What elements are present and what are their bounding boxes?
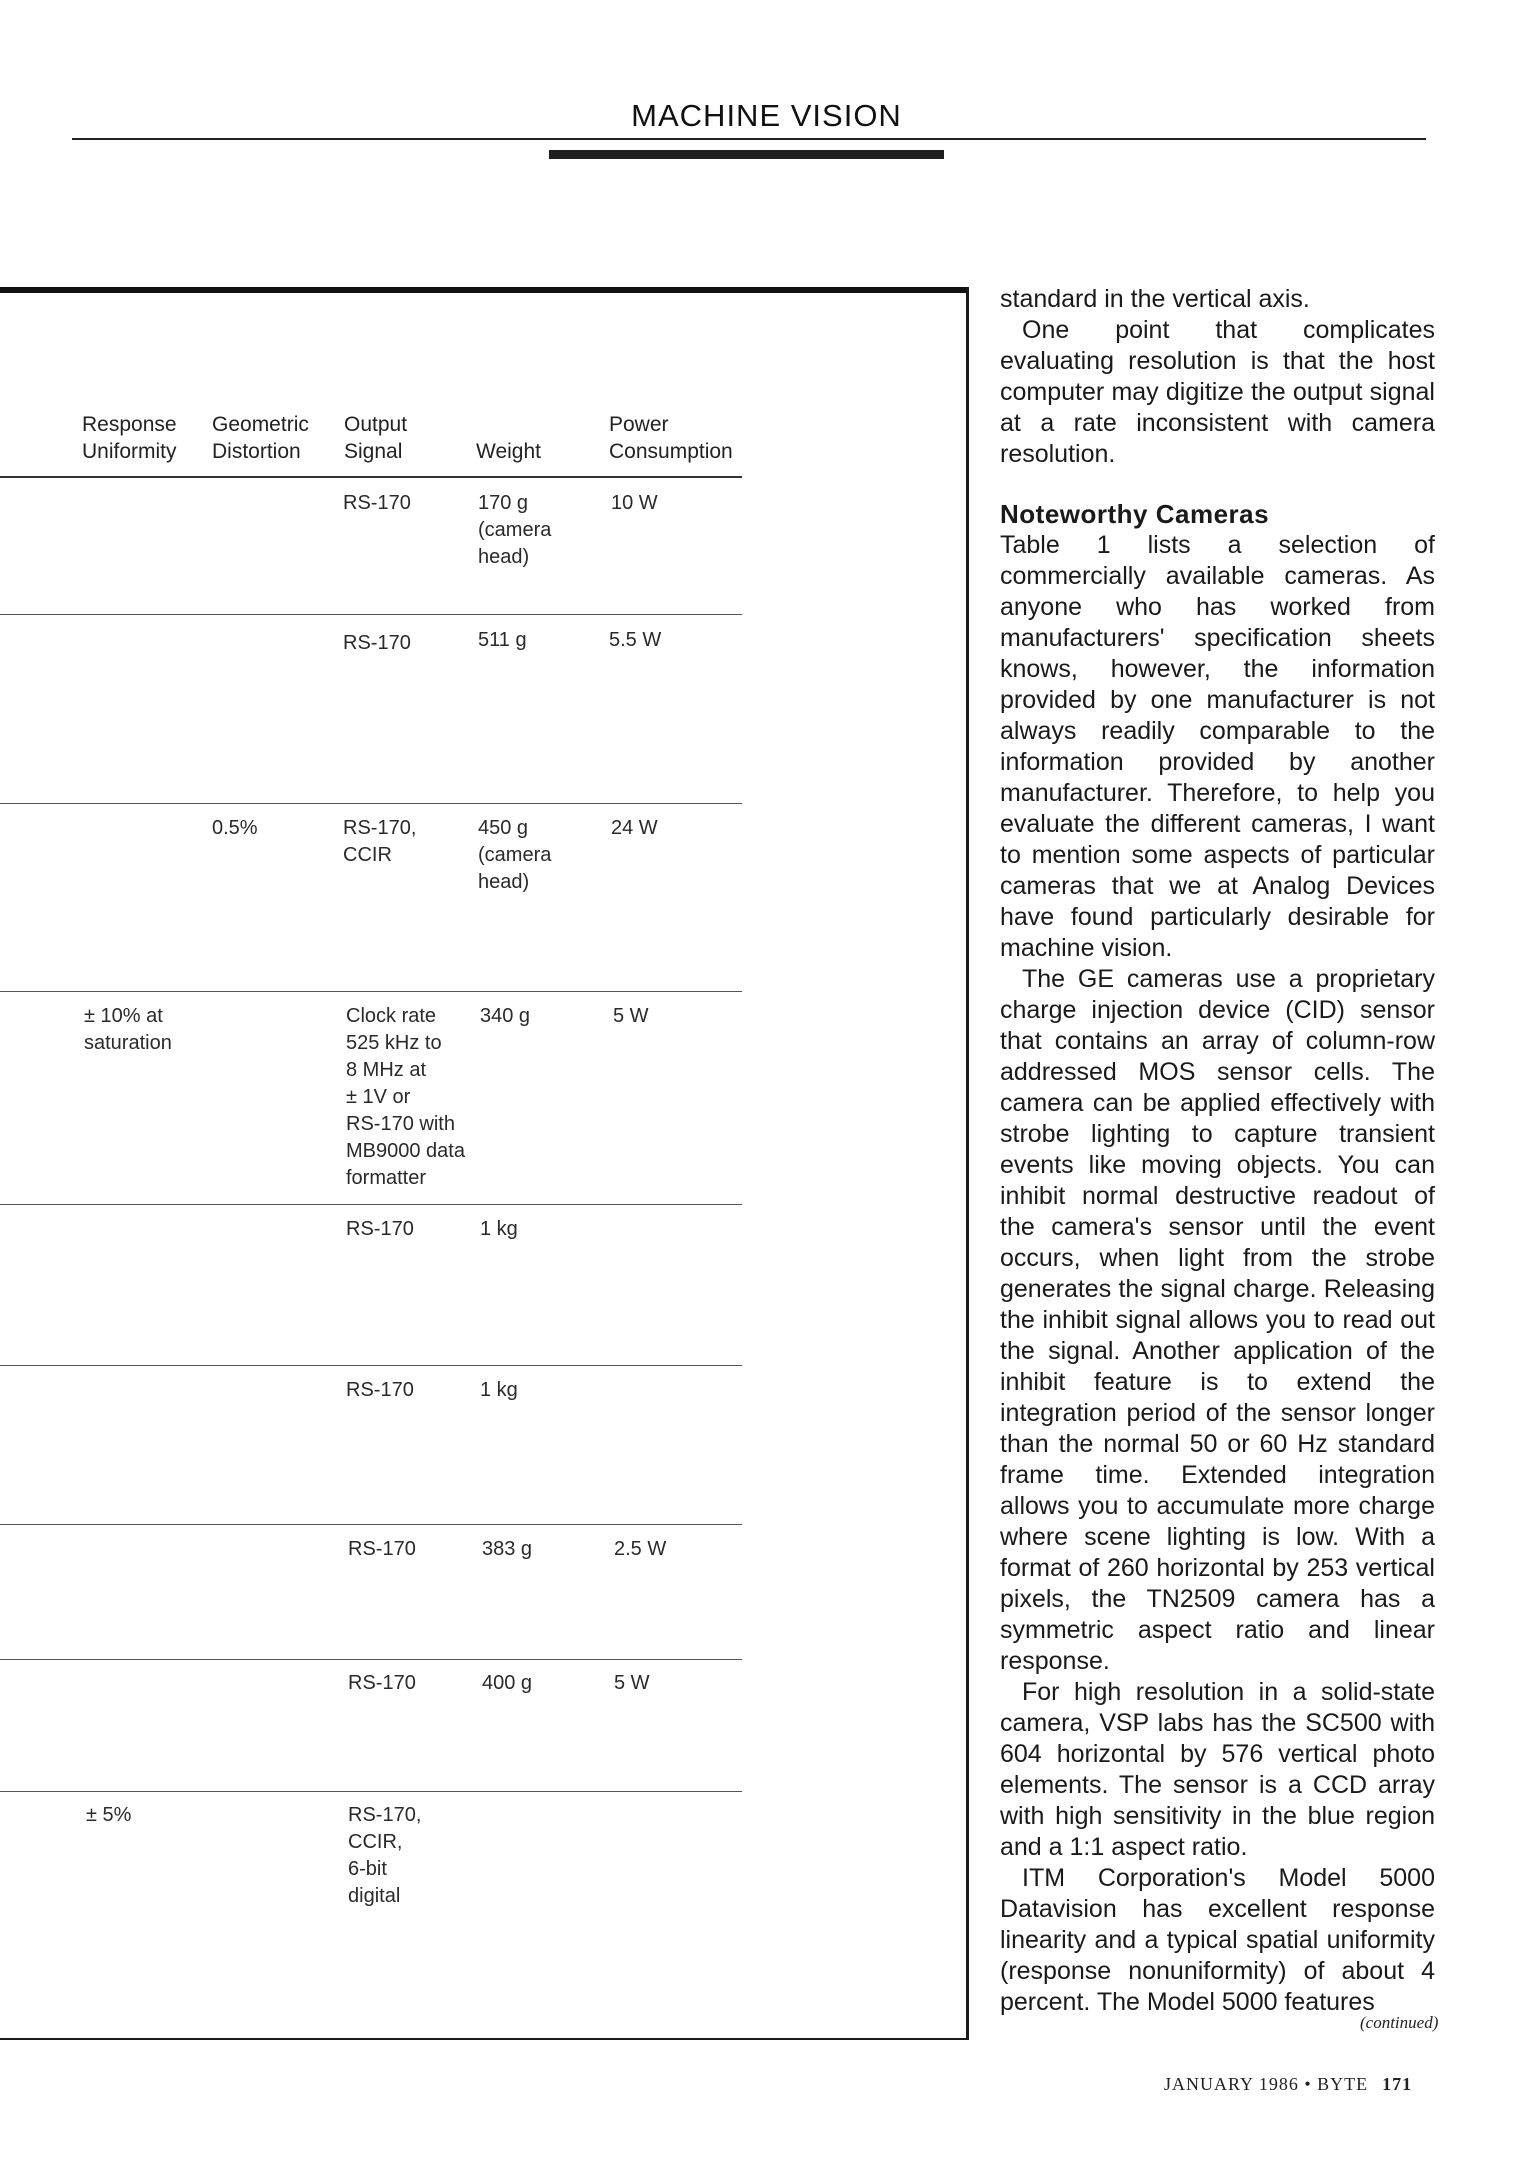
row-rule — [0, 1204, 742, 1205]
table-cell-output: RS-170 — [343, 492, 411, 514]
header-bar — [549, 150, 944, 159]
table-cell-weight: 383 g — [482, 1538, 533, 1560]
article-paragraph: One point that complicates evaluating resolution is that the host computer may digitize the output signal at a rate inconsistent with camera resolution. — [1000, 316, 1435, 468]
table-cell-power: 5.5 W — [609, 629, 662, 651]
table-cell-output: RS-170 — [346, 1379, 414, 1401]
row-rule — [0, 1791, 742, 1792]
column-header-output-signal: Output Signal — [344, 413, 408, 463]
article-paragraph: The GE cameras use a proprietary charge injection device (CID) sensor that contains an array of column-row addressed MOS sensor cells. The camera can be applied effectively with strobe lighting to capture transient events like moving objects. You can inhibit normal destructive readout of the camera's sensor until the event occurs, when light from the strobe generates the signal charge. Releasing the inhibit signal allows you to read out the signal. Another application of the inhibit feature is to extend the integration period of the sensor longer than the normal 50 or 60 Hz standard frame time. Extended integration allows you to accumulate more charge where scene lighting is low. With a format of 260 horizontal by 253 vertical pixels, the TN2509 camera has a symmetric aspect ratio and linear response. — [1000, 965, 1435, 1675]
table-cell-weight: 1 kg — [480, 1218, 518, 1240]
table-cell-weight: 511 g — [478, 629, 527, 651]
issue-label: JANUARY 1986 • BYTE — [1164, 2074, 1369, 2094]
table-cell-output: RS-170 — [343, 632, 411, 654]
column-header-response-uniformity: Response Uniformity — [82, 413, 177, 463]
column-header-geometric-distortion: Geometric Distortion — [212, 413, 309, 463]
table-cell-distortion: 0.5% — [212, 817, 258, 839]
article-paragraph: ITM Corporation's Model 5000 Datavision has excellent response linearity and a typical spatial uniformity (response nonuniformity) of about 4 percent. The Model 5000 features — [1000, 1864, 1435, 2016]
column-header-weight: Weight — [476, 440, 541, 463]
page-number: 171 — [1382, 2074, 1413, 2094]
row-rule — [0, 1524, 742, 1525]
row-rule — [0, 614, 742, 615]
table-top-rule — [0, 287, 968, 293]
article-paragraph: Table 1 lists a selection of commercially available cameras. As anyone who has worked from manufacturers' specification sheets knows, however, the information provided by one manufacturer is not always readily comparable to the information provided by another manufacturer. Therefore, to help you evaluate the different cameras, I want to mention some aspects of particular cameras that we at Analog Devices have found particularly desirable for machine vision. — [1000, 531, 1435, 962]
table-cell-power: 10 W — [611, 492, 658, 514]
page-footer — [1164, 2074, 1412, 2095]
table-cell-power: 2.5 W — [614, 1538, 667, 1560]
table-cell-weight: 170 g (camera head) — [478, 492, 552, 568]
article-column — [1000, 284, 1435, 2018]
table-bottom-rule — [0, 2038, 969, 2040]
table-cell-output: RS-170 — [346, 1218, 414, 1240]
header-rule — [72, 138, 1426, 140]
table-cell-output: RS-170, CCIR — [343, 817, 417, 866]
column-header-power-consumption: Power Consumption — [609, 413, 733, 463]
table-cell-output: Clock rate 525 kHz to 8 MHz at ± 1V or RS-170 with MB9000 data formatter — [346, 1005, 465, 1189]
table-cell-weight: 450 g (camera head) — [478, 817, 552, 893]
table-cell-power: 5 W — [614, 1672, 650, 1694]
table-cell-power: 5 W — [613, 1005, 649, 1027]
table-cell-weight: 400 g — [482, 1672, 533, 1694]
article-paragraph: For high resolution in a solid-state camera, VSP labs has the SC500 with 604 horizontal by 576 vertical photo elements. The sensor is a CCD array with high sensitivity in the blue region and a 1:1 aspect ratio. — [1000, 1678, 1435, 1861]
table-cell-response: ± 10% at saturation — [84, 1005, 172, 1054]
table-right-rule — [966, 287, 969, 2040]
section-heading: Noteworthy Cameras — [1000, 499, 1270, 529]
table-header-rule — [0, 476, 742, 478]
running-head: MACHINE VISION — [631, 98, 902, 133]
table-cell-output: RS-170, CCIR, 6-bit digital — [348, 1804, 422, 1907]
table-cell-output: RS-170 — [348, 1672, 416, 1694]
row-rule — [0, 1659, 742, 1660]
table-cell-power: 24 W — [611, 817, 658, 839]
row-rule — [0, 991, 742, 992]
row-rule — [0, 803, 742, 804]
row-rule — [0, 1365, 742, 1366]
article-paragraph: standard in the vertical axis. — [1000, 285, 1310, 313]
table-cell-weight: 1 kg — [480, 1379, 518, 1401]
continued-label: (continued) — [1360, 2013, 1439, 2032]
table-cell-output: RS-170 — [348, 1538, 416, 1560]
table-cell-response: ± 5% — [86, 1804, 132, 1826]
table-cell-weight: 340 g — [480, 1005, 531, 1027]
